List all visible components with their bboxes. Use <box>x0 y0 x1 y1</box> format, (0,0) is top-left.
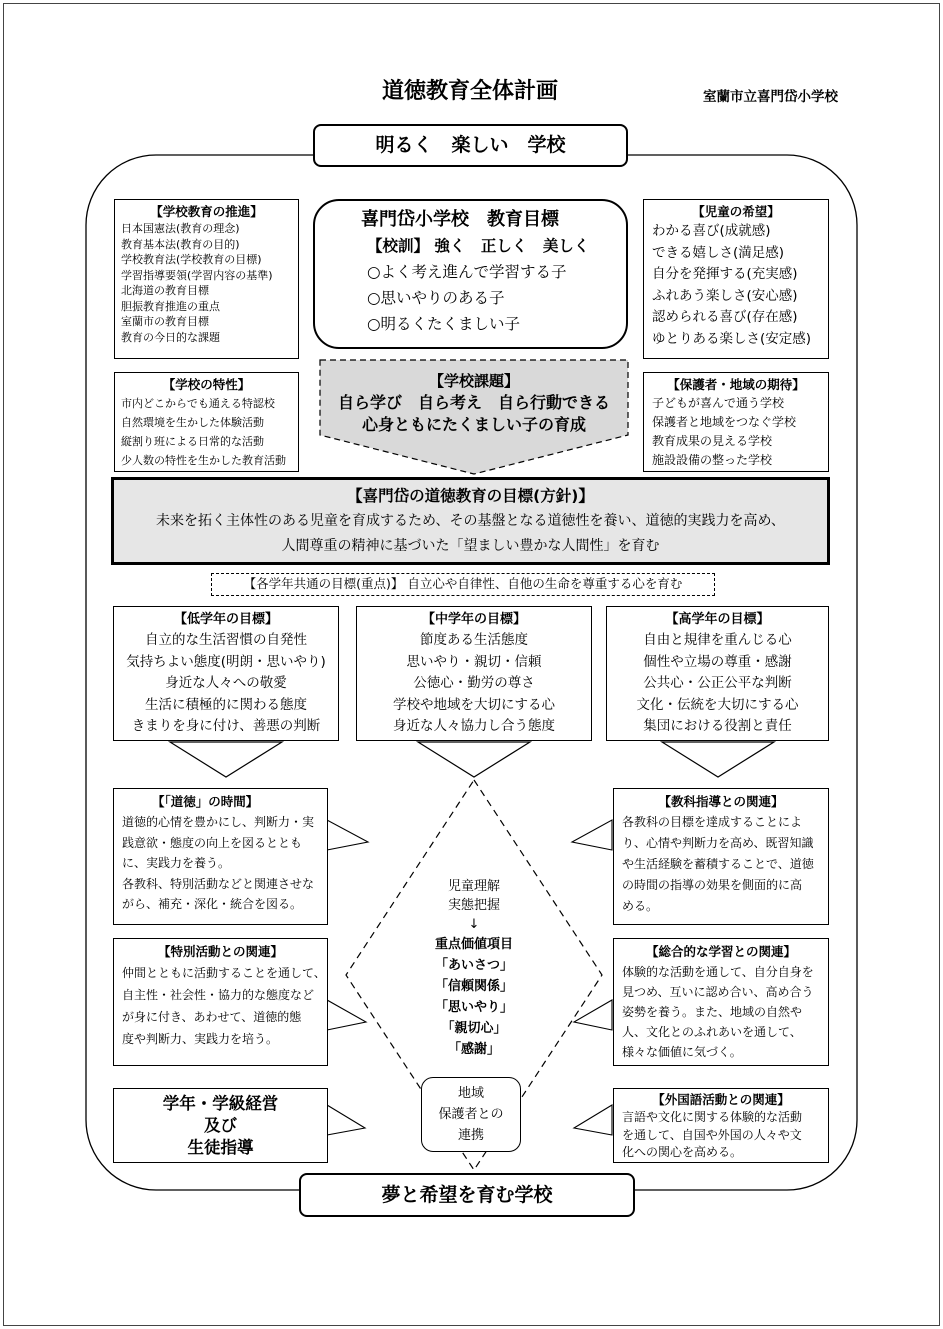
pointer-integrated <box>574 1000 612 1030</box>
integrated-title: 【総合的な学習との関連】 <box>645 944 796 959</box>
expectations-title: 【保護者・地域の期待】 <box>667 377 805 392</box>
promotion-item: 学校教育法(学校教育の目標) <box>121 253 262 266</box>
expectations-item: 子どもが喜んで通う学校 <box>652 396 785 410</box>
integrated-line: 人、文化とのふれあいを通して、 <box>622 1025 802 1039</box>
integrated-line: 姿勢を養う。また、地域の自然や <box>622 1005 803 1019</box>
grade-high-item: 自由と規律を重んじる心 <box>643 632 792 648</box>
integrated-line: 様々な価値に気づく。 <box>622 1045 742 1059</box>
moral-time-line: がら、補充・深化・統合を図る。 <box>122 897 303 911</box>
moral-time-title: 【「道徳」の時間】 <box>152 794 259 809</box>
promotion-item: 学習指導要領(学習内容の基準) <box>121 268 273 282</box>
subjects-line: める。 <box>622 899 659 913</box>
center-value: 「あいさつ」 <box>434 958 513 973</box>
integrated-box <box>613 938 829 1066</box>
grade-low-item: 気持ちよい態度(明朗・思いやり) <box>126 653 326 670</box>
grade-low-item: 身近な人々への敬愛 <box>165 675 287 691</box>
moral-goal-line: 人間尊重の精神に基づいた「望ましい豊かな人間性」を育む <box>281 538 660 554</box>
moral-time-line: 道徳的心情を豊かにし、判断力・実 <box>122 815 315 829</box>
integrated-line: 見つめ、互いに認め合い、高め合う <box>622 985 814 999</box>
promotion-item: 日本国憲法(教育の理念) <box>121 222 240 235</box>
moral-time-box <box>113 788 328 925</box>
grade-mid-item: 公徳心・勤労の尊さ <box>413 675 535 691</box>
center-title: 重点価値項目 <box>434 937 513 952</box>
center-value: 「信頼関係」 <box>434 979 513 994</box>
arrow-high <box>662 742 774 777</box>
center-value: 「親切心」 <box>441 1021 507 1036</box>
community-box <box>421 1077 521 1152</box>
features-box <box>114 372 299 472</box>
wishes-item: ゆとりある楽しさ(安定感) <box>652 330 812 347</box>
school-name: 室蘭市立喜門岱小学校 <box>703 89 838 105</box>
wishes-box <box>643 199 829 359</box>
pointer-moral <box>327 820 368 850</box>
moral-goal-line: 未来を拓く主体性のある児童を育成するため、その基盤となる道徳性を養い、道徳的実践力を高め、 <box>156 513 785 529</box>
management-line: 及び <box>204 1116 237 1135</box>
foreign-box <box>613 1088 829 1163</box>
school-goals-box <box>313 199 628 349</box>
features-item: 縦割り班による日常的な活動 <box>121 435 264 448</box>
grade-high-item: 集団における役割と責任 <box>643 718 792 734</box>
center-content <box>384 877 564 1060</box>
grade-high-box <box>606 606 829 741</box>
wishes-item: ふれあう楽しさ(安心感) <box>652 287 798 304</box>
issues-line: 自ら学び 自ら考え 自ら行動できる <box>337 393 610 412</box>
expectations-box <box>643 372 829 472</box>
bottom-banner: 夢と希望を育む学校 <box>299 1173 635 1217</box>
subjects-line: や生活経験を蓄積することで、道徳 <box>622 857 814 871</box>
top-banner: 明るく 楽しい 学校 <box>313 124 628 167</box>
grade-low-item: 自立的な生活習慣の自発性 <box>145 632 307 648</box>
goals-item: ○明るくたくましい子 <box>367 315 521 333</box>
expectations-item: 保護者と地域をつなぐ学校 <box>652 415 797 429</box>
moral-time-line: 践意欲・態度の向上を図るととも <box>122 835 303 850</box>
goals-item: ○思いやりのある子 <box>367 289 505 307</box>
community-line: 地域 <box>457 1086 484 1101</box>
promotion-item: 教育の今日的な課題 <box>121 330 220 344</box>
center-top-line: 児童理解 <box>447 879 500 894</box>
arrow-low <box>170 742 282 777</box>
grade-mid-item: 思いやり・親切・信頼 <box>406 653 542 670</box>
foreign-title: 【外国語活動との関連】 <box>652 1092 790 1107</box>
subjects-box <box>613 788 829 925</box>
subjects-line: り、心情や判断力を高め、既習知識 <box>622 836 814 850</box>
wishes-item: 認められる喜び(存在感) <box>652 309 798 325</box>
management-box <box>113 1088 328 1163</box>
page-title: 道徳教育全体計画 <box>381 79 558 104</box>
community-line: 連携 <box>457 1128 484 1143</box>
grade-low-title: 【低学年の目標】 <box>173 612 278 627</box>
promotion-item: 教育基本法(教育の目的) <box>121 237 240 251</box>
wishes-title: 【児童の希望】 <box>692 204 780 219</box>
wishes-item: わかる喜び(成就感) <box>652 223 771 239</box>
moral-goal-title: 【喜門岱の道徳教育の目標(方針)】 <box>347 487 594 505</box>
features-title: 【学校の特性】 <box>162 377 251 392</box>
pointer-foreign <box>574 1105 612 1135</box>
grade-low-item: 生活に積極的に関わる態度 <box>145 696 307 713</box>
grade-mid-item: 学校や地域を大切にする心 <box>393 696 555 713</box>
wishes-item: 自分を発揮する(充実感) <box>652 266 798 282</box>
goals-motto: 【校訓】 強く 正しく 美しく <box>367 237 590 255</box>
center-top-line: 実態把握 <box>447 898 500 913</box>
expectations-item: 教育成果の見える学校 <box>652 434 773 448</box>
expectations-item: 施設設備の整った学校 <box>652 453 773 467</box>
special-box <box>113 938 328 1066</box>
features-item: 自然環境を生かした体験活動 <box>121 416 264 429</box>
grade-mid-item: 節度ある生活態度 <box>420 632 528 648</box>
moral-goal-box <box>111 477 830 565</box>
issues-title: 【学校課題】 <box>428 372 519 390</box>
promotion-box <box>114 199 299 359</box>
grade-high-item: 文化・伝統を大切にする心 <box>636 696 799 713</box>
pointer-subjects <box>572 820 612 850</box>
special-line: 度や判断力、実践力を培う。 <box>122 1032 279 1046</box>
management-line: 生徒指導 <box>187 1138 254 1157</box>
subjects-line: 各教科の目標を達成することによ <box>622 815 803 829</box>
arrow-mid <box>418 742 530 777</box>
special-line: が身に付き、あわせて、道徳的態 <box>122 1010 302 1024</box>
promotion-title: 【学校教育の推進】 <box>150 204 263 219</box>
goals-title: 喜門岱小学校 教育目標 <box>361 209 559 230</box>
pointer-special <box>327 1000 366 1030</box>
grade-low-box <box>113 606 339 741</box>
special-title: 【特別活動との関連】 <box>157 944 283 959</box>
special-line: 仲間とともに活動することを通して、 <box>122 966 326 980</box>
pointer-management <box>327 1105 365 1135</box>
wishes-item: できる嬉しさ(満足感) <box>652 244 785 261</box>
issues-box <box>320 370 628 436</box>
common-goal: 【各学年共通の目標(重点)】 自立心や自律性、自他の生命を尊重する心を育む <box>211 573 715 596</box>
grade-mid-title: 【中学年の目標】 <box>421 612 526 627</box>
promotion-item: 胆振教育推進の重点 <box>121 299 220 313</box>
down-arrow-icon: ↓ <box>468 917 480 932</box>
issues-line: 心身ともにたくましい子の育成 <box>361 415 586 434</box>
features-item: 少人数の特性を生かした教育活動 <box>121 454 286 467</box>
management-line: 学年・学級経営 <box>162 1094 279 1113</box>
grade-low-item: きまりを身に付け、善悪の判断 <box>131 718 321 734</box>
promotion-item: 室蘭市の教育目標 <box>121 315 209 328</box>
subjects-line: の時間の指導の効果を側面的に高 <box>622 878 803 892</box>
special-line: 自主性・社会性・協力的な態度など <box>122 988 315 1002</box>
grade-high-item: 公共心・公正公平な判断 <box>643 675 792 691</box>
moral-time-line: 各教科、特別活動などと関連させな <box>122 876 315 891</box>
promotion-item: 北海道の教育目標 <box>121 284 209 297</box>
foreign-line: 化への関心を高める。 <box>622 1145 743 1159</box>
grade-mid-box <box>356 606 592 741</box>
foreign-line: を通して、自国や外国の人々や文 <box>622 1127 802 1142</box>
grade-high-item: 個性や立場の尊重・感謝 <box>643 653 792 670</box>
integrated-line: 体験的な活動を通して、自分自身を <box>622 965 814 979</box>
subjects-title: 【教科指導との関連】 <box>658 794 784 809</box>
foreign-line: 言語や文化に関する体験的な活動 <box>622 1110 803 1124</box>
grade-high-title: 【高学年の目標】 <box>665 612 770 627</box>
center-value: 「感謝」 <box>447 1042 500 1057</box>
features-item: 市内どこからでも通える特認校 <box>121 397 275 410</box>
moral-time-line: に、実践力を養う。 <box>122 856 231 870</box>
grade-mid-item: 身近な人々協力し合う態度 <box>393 718 555 734</box>
community-line: 保護者との <box>438 1107 504 1122</box>
center-value: 「思いやり」 <box>434 1000 513 1015</box>
goals-item: ○よく考え進んで学習する子 <box>367 263 567 281</box>
